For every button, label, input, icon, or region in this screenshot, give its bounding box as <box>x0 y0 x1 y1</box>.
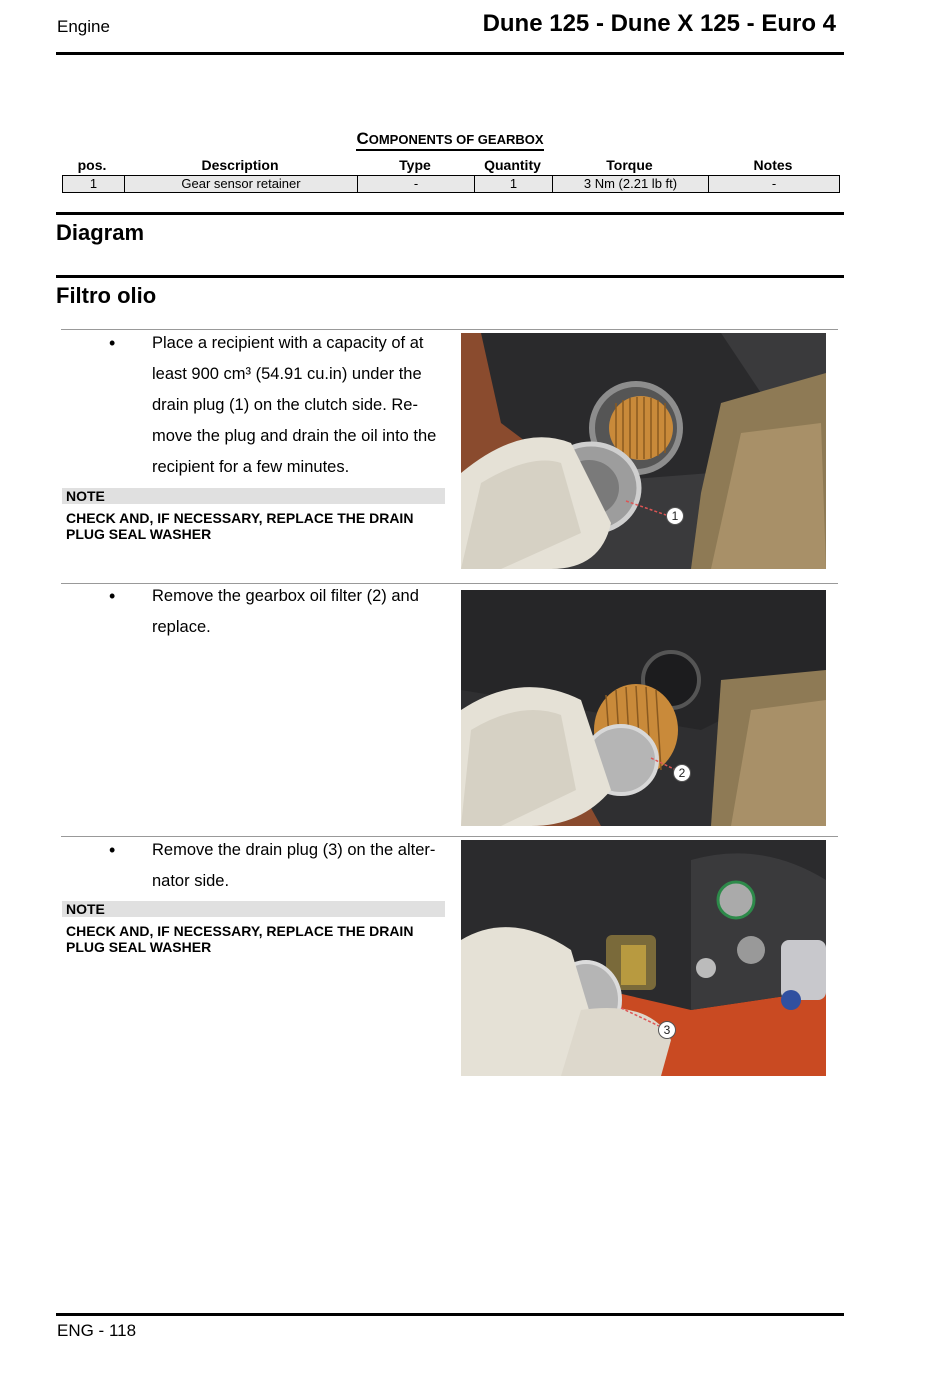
footer-rule <box>56 1313 844 1316</box>
note-label: NOTE <box>62 901 445 917</box>
note-label: NOTE <box>62 488 445 504</box>
col-description: Description <box>201 157 279 173</box>
table-title <box>0 129 900 149</box>
engine-photo-1 <box>461 333 826 569</box>
heading-diagram: Diagram <box>56 220 145 245</box>
table-header <box>62 157 840 173</box>
header-rule <box>56 52 844 55</box>
col-type: Type <box>399 157 431 173</box>
section-rule <box>56 275 844 278</box>
cell-type: - <box>358 176 475 192</box>
col-pos: pos. <box>77 157 107 173</box>
cell-pos: 1 <box>63 176 125 192</box>
cell-notes: - <box>771 176 777 191</box>
step-1-text: Place a recipient with a capacity of at least 900 cm³ (54.91 cu.in) under the drain plug (1) on the clutch side. Re-move the plug and drain the oil into the recipient for a few minutes. <box>152 334 437 476</box>
bullet: • <box>109 333 116 353</box>
header-section: Engine <box>57 17 110 36</box>
col-notes: Notes <box>753 157 793 173</box>
photo-drain-plug-clutch-side <box>461 333 826 569</box>
bullet: • <box>109 586 116 606</box>
col-torque: Torque <box>606 157 653 173</box>
engine-photo-3 <box>461 840 826 1076</box>
callout-3: 3 <box>658 1021 676 1039</box>
cell-torque: 3 Nm (2.21 lb ft) <box>553 176 709 192</box>
engine-photo-2 <box>461 590 826 826</box>
photo-oil-filter <box>461 590 826 826</box>
cell-description: Gear sensor retainer <box>125 176 358 192</box>
heading-oil-filter: Filtro olio <box>56 283 157 308</box>
note-text: CHECK AND, IF NECESSARY, REPLACE THE DRAIN PLUG SEAL WASHER <box>66 923 414 955</box>
table-title-rest: OMPONENTS OF GEARBOX <box>368 132 544 147</box>
callout-1: 1 <box>666 507 684 525</box>
page-number: ENG - 118 <box>57 1321 137 1340</box>
table-row <box>62 175 840 193</box>
document-title: Dune 125 - Dune X 125 - Euro 4 <box>482 10 836 37</box>
col-quantity: Quantity <box>484 157 541 173</box>
photo-drain-plug-alternator-side <box>461 840 826 1076</box>
step-2-text: Remove the gearbox oil filter (2) and replace. <box>152 587 419 636</box>
callout-2: 2 <box>673 764 691 782</box>
cell-quantity: 1 <box>475 176 553 192</box>
bullet: • <box>109 840 116 860</box>
table-title-initial: C <box>356 129 369 148</box>
note-text: CHECK AND, IF NECESSARY, REPLACE THE DRAIN PLUG SEAL WASHER <box>66 510 414 542</box>
section-rule <box>56 212 844 215</box>
step-3-text: Remove the drain plug (3) on the alter-nator side. <box>152 841 436 890</box>
